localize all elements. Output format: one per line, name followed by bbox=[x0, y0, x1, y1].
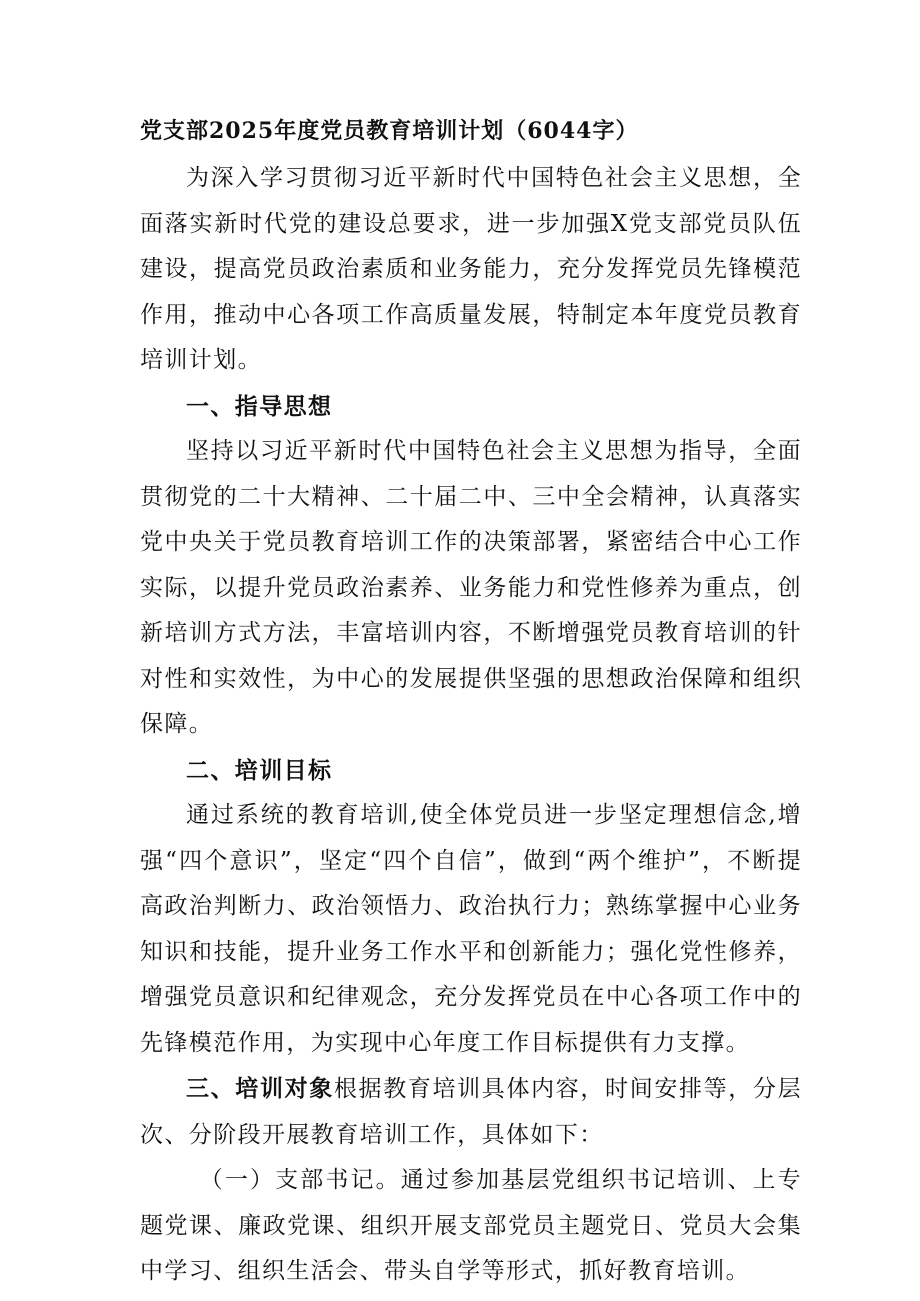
section-body-guiding-ideology: 坚持以习近平新时代中国特色社会主义思想为指导，全面贯彻党的二十大精神、二十届二中、三中全会精神，认真落实党中央关于党员教育培训工作的决策部署，紧密结合中心工作实际，以提升党员政治素养、业务能力和党性修养为重点，创新培训方式方法，丰富培训内容，不断增强党员教育培训的针对性和实效性，为中心的发展提供坚强的思想政治保障和组织保障。 bbox=[140, 438, 802, 737]
section-body-training-goals: 通过系统的教育培训,使全体党员进一步坚定理想信念,增强“四个意识”，坚定“四个自信”，做到“两个维护”，不断提高政治判断力、政治领悟力、政治执行力；熟练掌握中心业务知识和技能，提升业务工作水平和创新能力；强化党性修养，增强党员意识和纪律观念，充分发挥党员在中心各项工作中的先锋模范作用，为实现中心年度工作目标提供有力支撑。 bbox=[140, 802, 802, 1056]
intro-paragraph: 为深入学习贯彻习近平新时代中国特色社会主义思想，全面落实新时代党的建设总要求，进一步加强X党支部党员队伍建设，提高党员政治素质和业务能力，充分发挥党员先锋模范作用，推动中心各项工作高质量发展，特制定本年度党员教育培训计划。 bbox=[140, 165, 802, 373]
section-training-targets bbox=[140, 1066, 802, 1158]
section-body-training-targets: 根据教育培训具体内容，时间安排等，分层次、分阶段开展教育培训工作，具体如下： bbox=[140, 1076, 802, 1148]
section-heading-training-targets: 三、培训对象 bbox=[186, 1075, 334, 1102]
document-title: 党支部2025年度党员教育培训计划（6044字） bbox=[140, 118, 639, 144]
document-content bbox=[140, 114, 802, 1295]
subsection-branch-secretary: （一）支部书记。通过参加基层党组织书记培训、上专题党课、廉政党课、组织开展支部党员主题党日、党员大会集中学习、组织生活会、带头自学等形式，抓好教育培训。 bbox=[140, 1167, 802, 1284]
section-heading-training-goals: 二、培训目标 bbox=[186, 756, 333, 784]
section-heading-guiding-ideology: 一、指导思想 bbox=[186, 392, 333, 420]
